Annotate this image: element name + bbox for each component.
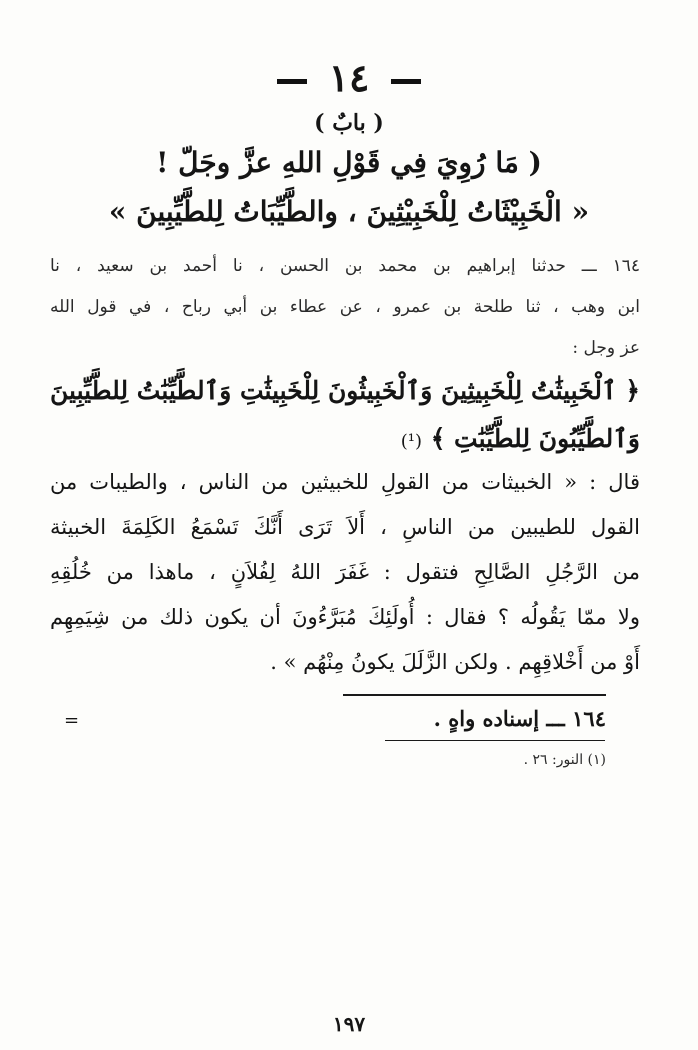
notes-divider: [343, 694, 606, 696]
right-dash: [391, 79, 421, 84]
page-number: ١٩٧: [332, 1012, 366, 1036]
commentary-line: ولا ممّا يَقُولُه ؟ فقال : أُولَئِكَ مُبَرَّءُونَ أن يكون ذلك من شِيَمِهِم: [50, 605, 640, 629]
chapter-header: [0, 55, 698, 100]
footnote-divider: [385, 740, 605, 741]
quran-verse-line2: [401, 424, 640, 453]
commentary-line: من الرَّجُلِ الصَّالِحِ فتقول : غَفَرَ اللهُ لِفُلاَنٍ ، ماهذا من خُلُقِهِ: [50, 560, 640, 584]
quran-verse-line1: ﴿ ٱلْخَبِيثَٰتُ لِلْخَبِيثِينَ وَٱلْخَبِيثُونَ لِلْخَبِيثَٰتِ وَٱلطَّيِّبَٰتُ لِلطَّيِّبِينَ: [50, 376, 640, 405]
footnote-text: (١) النور: ٢٦ .: [523, 752, 606, 768]
isnad-note: ١٦٤ ـــ إسناده واهٍ .: [433, 706, 606, 731]
continuation-mark: =: [64, 710, 80, 731]
quran-verse-text: وَٱلطَّيِّبُونَ لِلطَّيِّبَٰتِ ﴾: [430, 424, 640, 453]
narration-line: عز وجل :: [572, 338, 640, 358]
footnote-marker: (¹): [400, 431, 422, 452]
commentary-line: القول للطيبين من الناسِ ، أَلاَ تَرَى أَنَّكَ تَسْمَعُ الكَلِمَةَ الخبيثة: [50, 515, 640, 539]
chapter-number: ١٤: [328, 55, 370, 100]
chapter-title-line1: ( مَا رُوِيَ فِي قَوْلِ اللهِ عزَّ وجَلّ !: [156, 146, 542, 179]
left-dash: [277, 79, 307, 84]
bab-label: ( بابٌ ): [314, 110, 384, 136]
narration-line: ابن وهب ، ثنا طلحة بن عمرو ، عن عطاء بن أبي رباح ، في قول الله: [50, 297, 640, 317]
chapter-title-line2: « الْخَبِيْثَاتُ لِلْخَبِيْثِينَ ، والطَّيِّبَاتُ لِلطَّيِّبِينَ »: [108, 195, 590, 228]
narration-line: ١٦٤ ـــ حدثنا إبراهيم بن محمد بن الحسن ، نا أحمد بن سعيد ، نا: [50, 256, 640, 276]
commentary-line: أَوْ من أَخْلاقِهِم . ولكن الزَّلَلَ يكونُ مِنْهُم » .: [270, 650, 640, 674]
commentary-line: قال : « الخبيثات من القولِ للخبيثين من الناس ، والطيبات من: [50, 470, 640, 494]
